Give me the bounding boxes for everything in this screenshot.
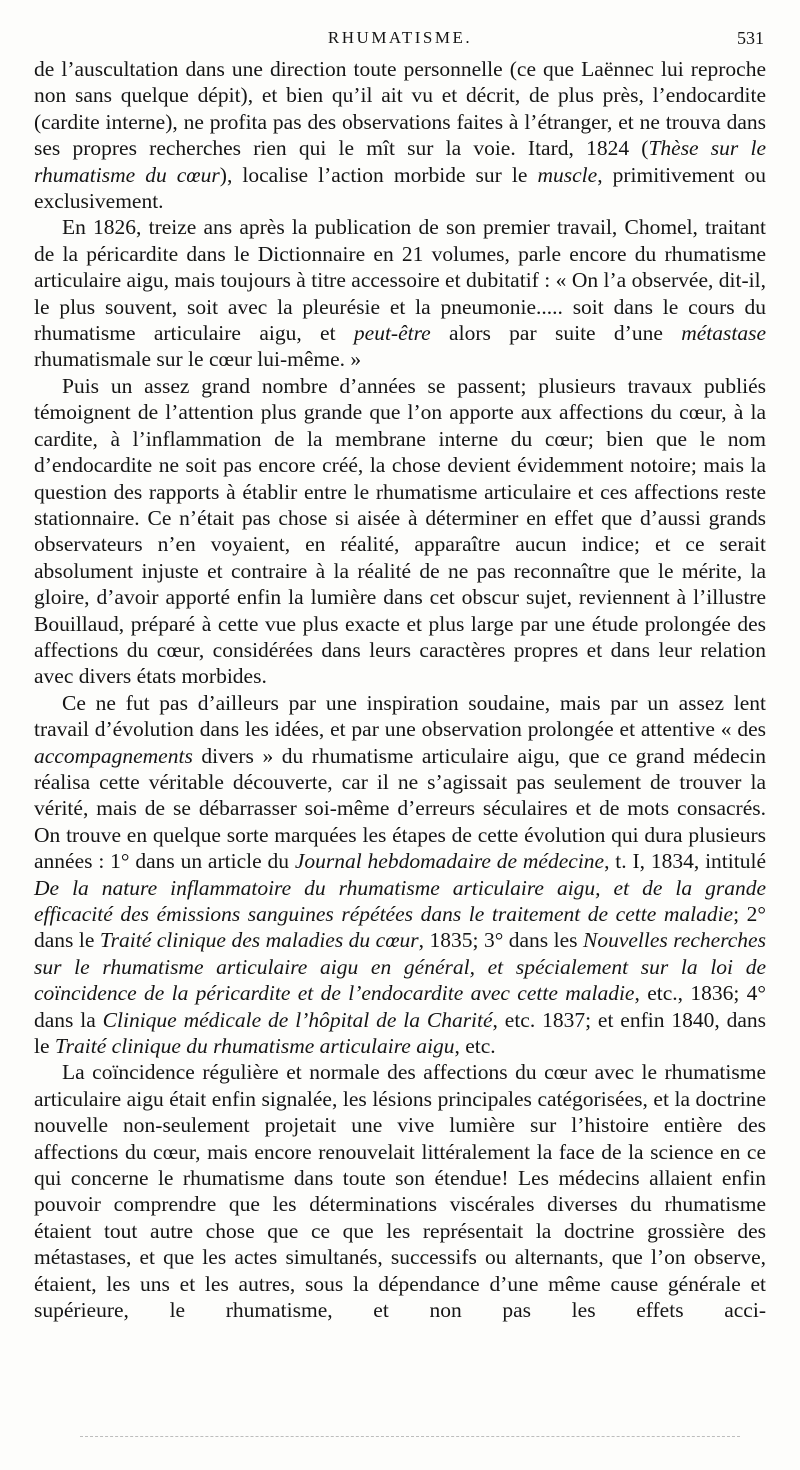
text-run: , 1835; 3° dans les bbox=[418, 928, 583, 953]
italic-text: muscle bbox=[537, 162, 598, 187]
text-run: Puis un assez grand nombre d’années se passent; plusieurs travaux publiés témoignent de l’attention plus grande que l’on apporte aux affections du cœur, à la cardite, à l’inflammation de la membrane interne du cœur; bien que le nom d’endocardite ne soit pas encore créé, la chose devient évidemment notoire; mais la question des rapports à établir entre le rhumatisme articulaire et ces affections reste stationnaire. Ce n’était pas chose si aisée à déterminer en effet que d’aussi grands observateurs n’en voyaient, en réalité, apparaître aucun indice; et ce serait absolument injuste et contraire à la réalité de ne pas reconnaître que le mérite, la gloire, d’avoir apporté enfin la lumière dans cet obscur sujet, reviennent à l’illustre Bouillaud, préparé à cette vue plus exacte et plus large par une étude prolongée des affections du cœur, considérées dans leurs caractères propres et dans leur relation avec divers états morbides. bbox=[34, 373, 766, 689]
text-run: ), localise l’action morbide sur le bbox=[219, 162, 538, 187]
italic-text: accompagnements bbox=[34, 743, 193, 768]
paragraph bbox=[34, 373, 766, 690]
page-number: 531 bbox=[737, 28, 764, 48]
text-run: En 1826, treize ans après la publication de son premier travail, Chomel, traitant de la péricardite dans le Dictionnaire en 21 volumes, parle encore du rhumatisme articulaire aigu, mais toujours à titre accessoire et dubitatif : « On l’a observée, dit-il, le plus souvent, soit avec la pleurésie et la pneumonie..... soit dans le cours du rhumatisme articulaire aigu, et bbox=[34, 215, 766, 346]
italic-text: Traité clinique du rhumatisme articulaire aigu bbox=[54, 1034, 455, 1059]
text-run: , t. I, 1834, intitulé bbox=[604, 849, 766, 874]
text-run: La coïncidence régulière et normale des affections du cœur avec le rhumatisme articulaire aigu était enfin signalée, les lésions principales catégorisées, et la doctrine nouvelle non-seulement projetait une vive lumière sur l’histoire entière des affections du cœur, mais encore renouvelait littéralement la face de la science en ce qui concerne le rhumatisme dans toute son étendue! Les médecins allaient enfin pouvoir comprendre que les déterminations viscérales diverses du rhumatisme étaient tout autre chose que ce que les représentait la doctrine grossière des métastases, et que les actes simultanés, successifs ou alternants, que l’on observe, étaient, les uns et les autres, sous la dépendance d’une même cause générale et supérieure, le rhumatisme, et non pas les effets acci- bbox=[34, 1060, 766, 1323]
italic-text: métastase bbox=[681, 321, 767, 346]
bottom-rule bbox=[80, 1436, 740, 1437]
paragraph bbox=[34, 1059, 766, 1323]
italic-text: Nouvelles recherches sur le rhumatisme articulaire aigu en général, et spécialement sur la loi de coïncidence de la péricardite et de l’endocardite avec cette maladie bbox=[34, 928, 766, 1006]
text-run: , primitivement ou exclusivement. bbox=[34, 162, 767, 214]
italic-text: Clinique médicale de l’hôpital de la Charité bbox=[102, 1007, 493, 1032]
text-run: alors par suite d’une bbox=[430, 321, 682, 346]
running-title: RHUMATISME. bbox=[327, 28, 473, 47]
text-run: Ce ne fut pas d’ailleurs par une inspiration soudaine, mais par un assez lent travail d’évolution dans les idées, et par une observation prolongée et attentive « des bbox=[34, 690, 766, 742]
italic-text: Journal hebdomadaire de médecine bbox=[294, 849, 605, 874]
running-head bbox=[0, 28, 800, 52]
paragraph bbox=[34, 690, 766, 1060]
paragraph bbox=[34, 56, 766, 214]
text-run: rhumatismale sur le cœur lui-même. » bbox=[34, 347, 362, 372]
text-run: , etc., 1836; 4° dans la bbox=[34, 981, 766, 1032]
italic-text: De la nature inflammatoire du rhumatisme articulaire aigu, et de la grande efficacité des émissions sanguines répétées dans le traitement de cette maladie bbox=[34, 875, 766, 926]
italic-text: Traité clinique des maladies du cœur bbox=[99, 928, 419, 953]
italic-text: Thèse sur le rhumatisme du cœur bbox=[34, 136, 766, 187]
text-run: , etc. bbox=[454, 1034, 496, 1059]
text-run: , etc. 1837; et enfin 1840, dans le bbox=[34, 1007, 766, 1059]
text-run: divers » du rhumatisme articulaire aigu, que ce grand médecin réalisa cette véritable découverte, car il ne s’agissait pas seulement de trouver la vérité, mais de se débarrasser soi-même d’erreurs séculaires et de mots consacrés. On trouve en quelque sorte marquées les étapes de cette évolution qui dura plusieurs années : 1° dans un article du bbox=[34, 743, 766, 874]
italic-text: peut-être bbox=[353, 321, 431, 346]
text-run: ; 2° dans le bbox=[34, 902, 766, 953]
paragraph bbox=[34, 214, 766, 372]
text-run: de l’auscultation dans une direction toute personnelle (ce que Laënnec lui reproche non sans quelque dépit), et bien qu’il ait vu et décrit, de plus près, l’endocardite (cardite interne), ne profita pas des observations faites à l’étranger, et ne trouva dans ses propres recherches rien qui le mît sur la voie. Itard, 1824 ( bbox=[34, 57, 766, 161]
body-text bbox=[34, 56, 766, 1324]
